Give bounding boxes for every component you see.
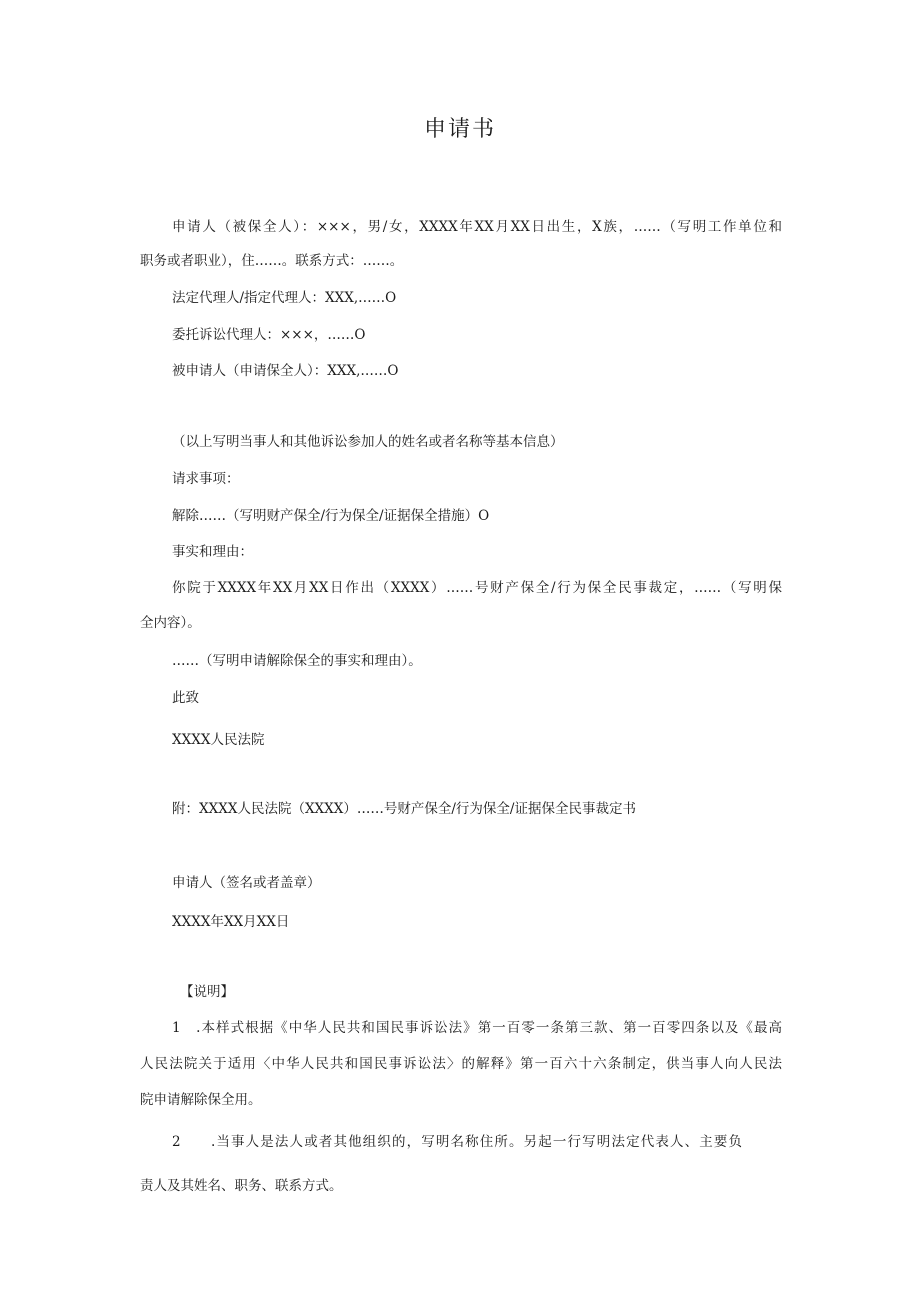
- note-1-cont: 人民法院关于适用〈中华人民共和国民事诉讼法〉的解释》第一百六十六条制定，供当事人向人民法: [140, 1056, 782, 1072]
- facts-content: 你院于XXXX年XX月XX日作出（XXXX）……号财产保全/行为保全民事裁定，……（写明保: [172, 580, 782, 596]
- facts-content-cont: 全内容）。: [140, 615, 201, 631]
- signature-line: 申请人（签名或者盖章）: [172, 875, 321, 891]
- note-1-end: 院申请解除保全用。: [140, 1092, 262, 1108]
- legal-agent-line: 法定代理人/指定代理人：XXX,……O: [172, 290, 397, 306]
- applicant-line: 申请人（被保全人）：×××，男/女，XXXX年XX月XX日出生，X族，……（写明工作单位和: [172, 219, 782, 235]
- notes-heading: 【说明】: [180, 984, 234, 1000]
- salutation: 此致: [172, 690, 199, 706]
- claims-heading: 请求事项：: [172, 471, 240, 487]
- facts-heading: 事实和理由：: [172, 544, 253, 560]
- note-2: 2 .当事人是法人或者其他组织的，写明名称住所。另起一行写明法定代表人、主要负: [172, 1134, 742, 1150]
- document-title: 申请书: [423, 117, 496, 142]
- applicant-line-cont: 职务或者职业），住……。联系方式：……。: [140, 253, 404, 269]
- attachment-line: 附：XXXX人民法院（XXXX）……号财产保全/行为保全/证据保全民事裁定书: [172, 801, 636, 817]
- claims-content: 解除……（写明财产保全/行为保全/证据保全措施）O: [172, 508, 490, 524]
- note-2-cont: 责人及其姓名、职务、联系方式。: [140, 1178, 343, 1194]
- court-name: XXXX人民法院: [172, 732, 265, 748]
- note-1: 1 .本样式根据《中华人民共和国民事诉讼法》第一百零一条第三款、第一百零四条以及《最高: [172, 1020, 782, 1036]
- respondent-line: 被申请人（申请保全人）：XXX,……O: [172, 363, 399, 379]
- entrusted-agent-line: 委托诉讼代理人：×××，……O: [172, 327, 366, 343]
- info-note: （以上写明当事人和其他诉讼参加人的姓名或者名称等基本信息）: [172, 434, 564, 450]
- date-line: XXXX年XX月XX日: [172, 914, 290, 930]
- facts-reason: ……（写明申请解除保全的事实和理由）。: [172, 653, 422, 669]
